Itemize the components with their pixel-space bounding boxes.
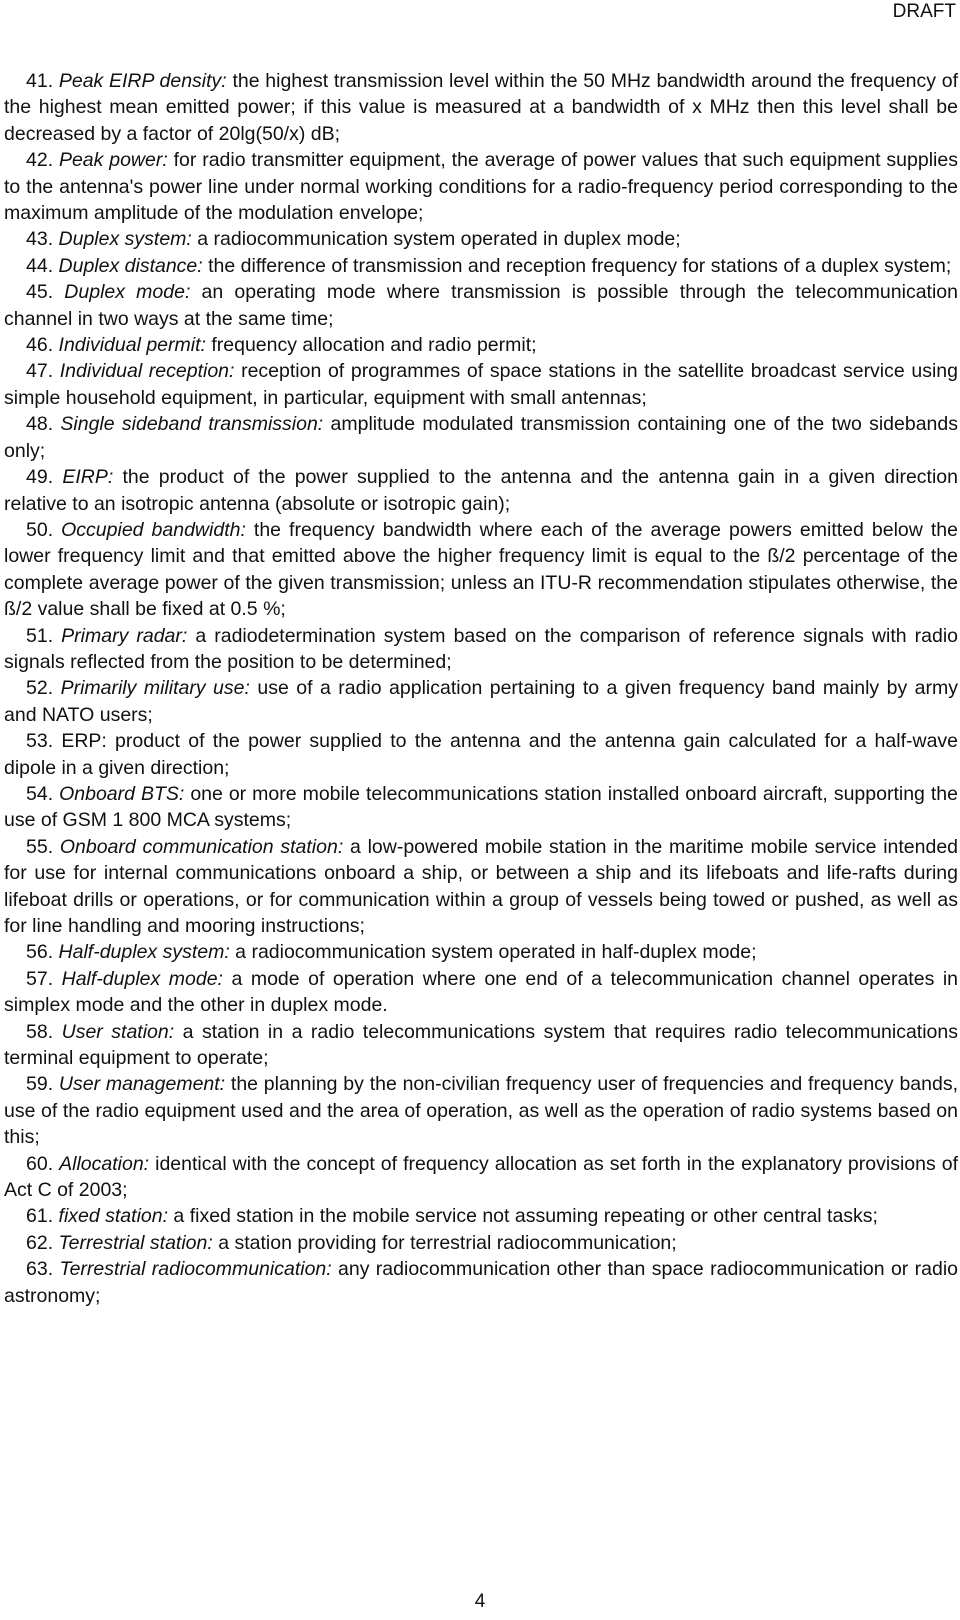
definition-term: Primary radar: (61, 624, 188, 647)
definition-number: 43. (26, 228, 54, 251)
definition-number: 42. (26, 149, 54, 172)
definition-number: 41. (26, 70, 54, 92)
definition-text: a fixed station in the mobile service not assuming repeating or other central tasks; (168, 1205, 878, 1228)
definitions-list (4, 68, 958, 1309)
definition-text: a station in a radio telecommunications system that requires radio telecommunications terminal equipment to operate; (4, 1020, 959, 1070)
definition-49 (4, 464, 958, 517)
definition-text: a low-powered mobile station in the maritime mobile service intended for use for internal communications onboard a ship, or between a ship and its lifeboats and life-rafts during lifeboat drills or operations, or for communication within a group of vessels being towed or pushed, as well as for line handling and mooring instructions; (4, 835, 959, 937)
definition-text: a mode of operation where one end of a telecommunication channel operates in simplex mode and the other in duplex mode. (4, 967, 959, 1017)
definition-term: Peak EIRP density: (58, 70, 227, 92)
definition-text: reception of programmes of space stations in the satellite broadcast service using simple household equipment, in particular, equipment with small antennas; (4, 360, 958, 409)
definition-number: 57. (26, 967, 54, 990)
definition-number: 58. (26, 1020, 54, 1043)
definition-45 (4, 279, 958, 332)
definition-term: User management: (58, 1073, 226, 1096)
definition-text: a radiocommunication system operated in duplex mode; (191, 228, 681, 251)
definition-43 (4, 226, 958, 252)
definition-42 (4, 147, 958, 226)
definition-number: 44. (26, 254, 54, 277)
definition-text: the product of the power supplied to the antenna and the antenna gain in a given direction relative to an isotropic antenna (absolute or isotropic gain); (4, 466, 958, 515)
definition-text: a radiodetermination system based on the comparison of reference signals with radio signals reflected from the position to be determined; (4, 624, 959, 673)
definition-term: Peak power: (58, 149, 168, 172)
definition-term: Onboard BTS: (59, 782, 185, 805)
definition-text: identical with the concept of frequency allocation as set forth in the explanatory provisions of Act C of 2003; (4, 1152, 958, 1202)
definition-text: the highest transmission level within the 50 MHz bandwidth around the frequency of the highest mean emitted power; if this value is measured at a bandwidth of x MHz then this level shall be decreased by a factor of 20lg(50/x) dB; (4, 70, 959, 145)
definition-text: the difference of transmission and reception frequency for stations of a duplex system; (202, 254, 952, 277)
definition-term: Terrestrial station: (58, 1231, 213, 1254)
definition-term: User station: (61, 1020, 175, 1043)
definition-text: ERP: product of the power supplied to the antenna and the antenna gain calculated for a half-wave dipole in a given direction; (4, 730, 959, 779)
definition-number: 47. (26, 360, 54, 383)
definition-41 (4, 68, 958, 147)
definition-term: Terrestrial radiocommunication: (59, 1258, 332, 1281)
definition-number: 59. (26, 1073, 54, 1096)
definition-term: Duplex system: (58, 228, 192, 251)
definition-term: Allocation: (59, 1152, 150, 1175)
definition-number: 45. (26, 281, 54, 304)
definition-number: 51. (26, 624, 54, 647)
definition-text: use of a radio application pertaining to a given frequency band mainly by army and NATO users; (4, 677, 958, 726)
definition-term: Primarily military use: (60, 677, 250, 700)
definition-48 (4, 411, 958, 464)
definition-term: Single sideband transmission: (60, 413, 324, 436)
definition-term: Half-duplex system: (58, 941, 230, 964)
definition-46 (4, 332, 958, 358)
definition-term: Individual reception: (59, 360, 235, 383)
definition-term: Duplex distance: (58, 254, 203, 277)
definition-55 (4, 834, 958, 940)
definition-number: 48. (26, 413, 54, 436)
definition-text: a radiocommunication system operated in half-duplex mode; (229, 941, 757, 964)
definition-number: 61. (26, 1205, 54, 1228)
definition-44 (4, 253, 958, 279)
definition-60 (4, 1151, 958, 1204)
definition-term: Individual permit: (58, 334, 206, 357)
definition-number: 56. (26, 941, 54, 964)
definition-text: any radiocommunication other than space radiocommunication or radio astronomy; (4, 1258, 958, 1307)
definition-58 (4, 1019, 958, 1072)
definition-number: 55. (26, 835, 54, 858)
definition-54 (4, 781, 958, 834)
definition-term: Half-duplex mode: (61, 967, 223, 990)
definition-number: 63. (26, 1258, 54, 1281)
definition-number: 49. (26, 466, 54, 489)
definition-63 (4, 1256, 958, 1309)
definition-57 (4, 966, 958, 1019)
definition-number: 60. (26, 1152, 54, 1175)
definition-number: 53. (26, 730, 54, 753)
definition-number: 62. (26, 1231, 54, 1254)
draft-mark: DRAFT (892, 1, 956, 22)
definition-term: EIRP: (62, 466, 114, 489)
definition-50 (4, 517, 958, 623)
definition-term: Occupied bandwidth: (61, 518, 246, 541)
definition-56 (4, 939, 958, 965)
definition-text: amplitude modulated transmission containing one of the two sidebands only; (4, 413, 958, 462)
page-number: 4 (474, 1591, 486, 1612)
definition-number: 54. (26, 782, 54, 805)
definition-number: 52. (26, 677, 54, 700)
definition-59 (4, 1071, 958, 1150)
definition-51 (4, 623, 958, 676)
definition-term: Duplex mode: (64, 281, 191, 304)
definition-term: Onboard communication station: (59, 835, 344, 858)
definition-text: for radio transmitter equipment, the average of power values that such equipment supplies to the antenna's power line under normal working conditions for a radio-frequency period corresponding to the maximum amplitude of the modulation envelope; (4, 149, 958, 225)
definition-53 (4, 728, 958, 781)
definition-text: the frequency bandwidth where each of the average powers emitted below the lower frequency limit and that emitted above the higher frequency limit is equal to the ß/2 percentage of the complete average power of the given transmission; unless an ITU-R recommendation stipulates otherwise, the ß/2 value shall be fixed at 0.5 %; (4, 518, 958, 621)
definition-text: frequency allocation and radio permit; (205, 334, 537, 357)
definition-number: 46. (26, 334, 54, 357)
definition-number: 50. (26, 518, 54, 541)
definition-52 (4, 675, 958, 728)
definition-text: an operating mode where transmission is possible through the telecommunication channel in two ways at the same time; (4, 281, 958, 330)
definition-text: the planning by the non-civilian frequency user of frequencies and frequency bands, use of the radio equipment used and the area of operation, as well as the operation of radio systems based on this; (4, 1073, 958, 1149)
definition-text: one or more mobile telecommunications station installed onboard aircraft, supporting the use of GSM 1 800 MCA systems; (4, 782, 958, 832)
definition-62 (4, 1230, 958, 1256)
definition-text: a station providing for terrestrial radiocommunication; (212, 1231, 677, 1254)
definition-term: fixed station: (58, 1205, 169, 1228)
definition-61 (4, 1203, 958, 1229)
definition-47 (4, 358, 958, 411)
